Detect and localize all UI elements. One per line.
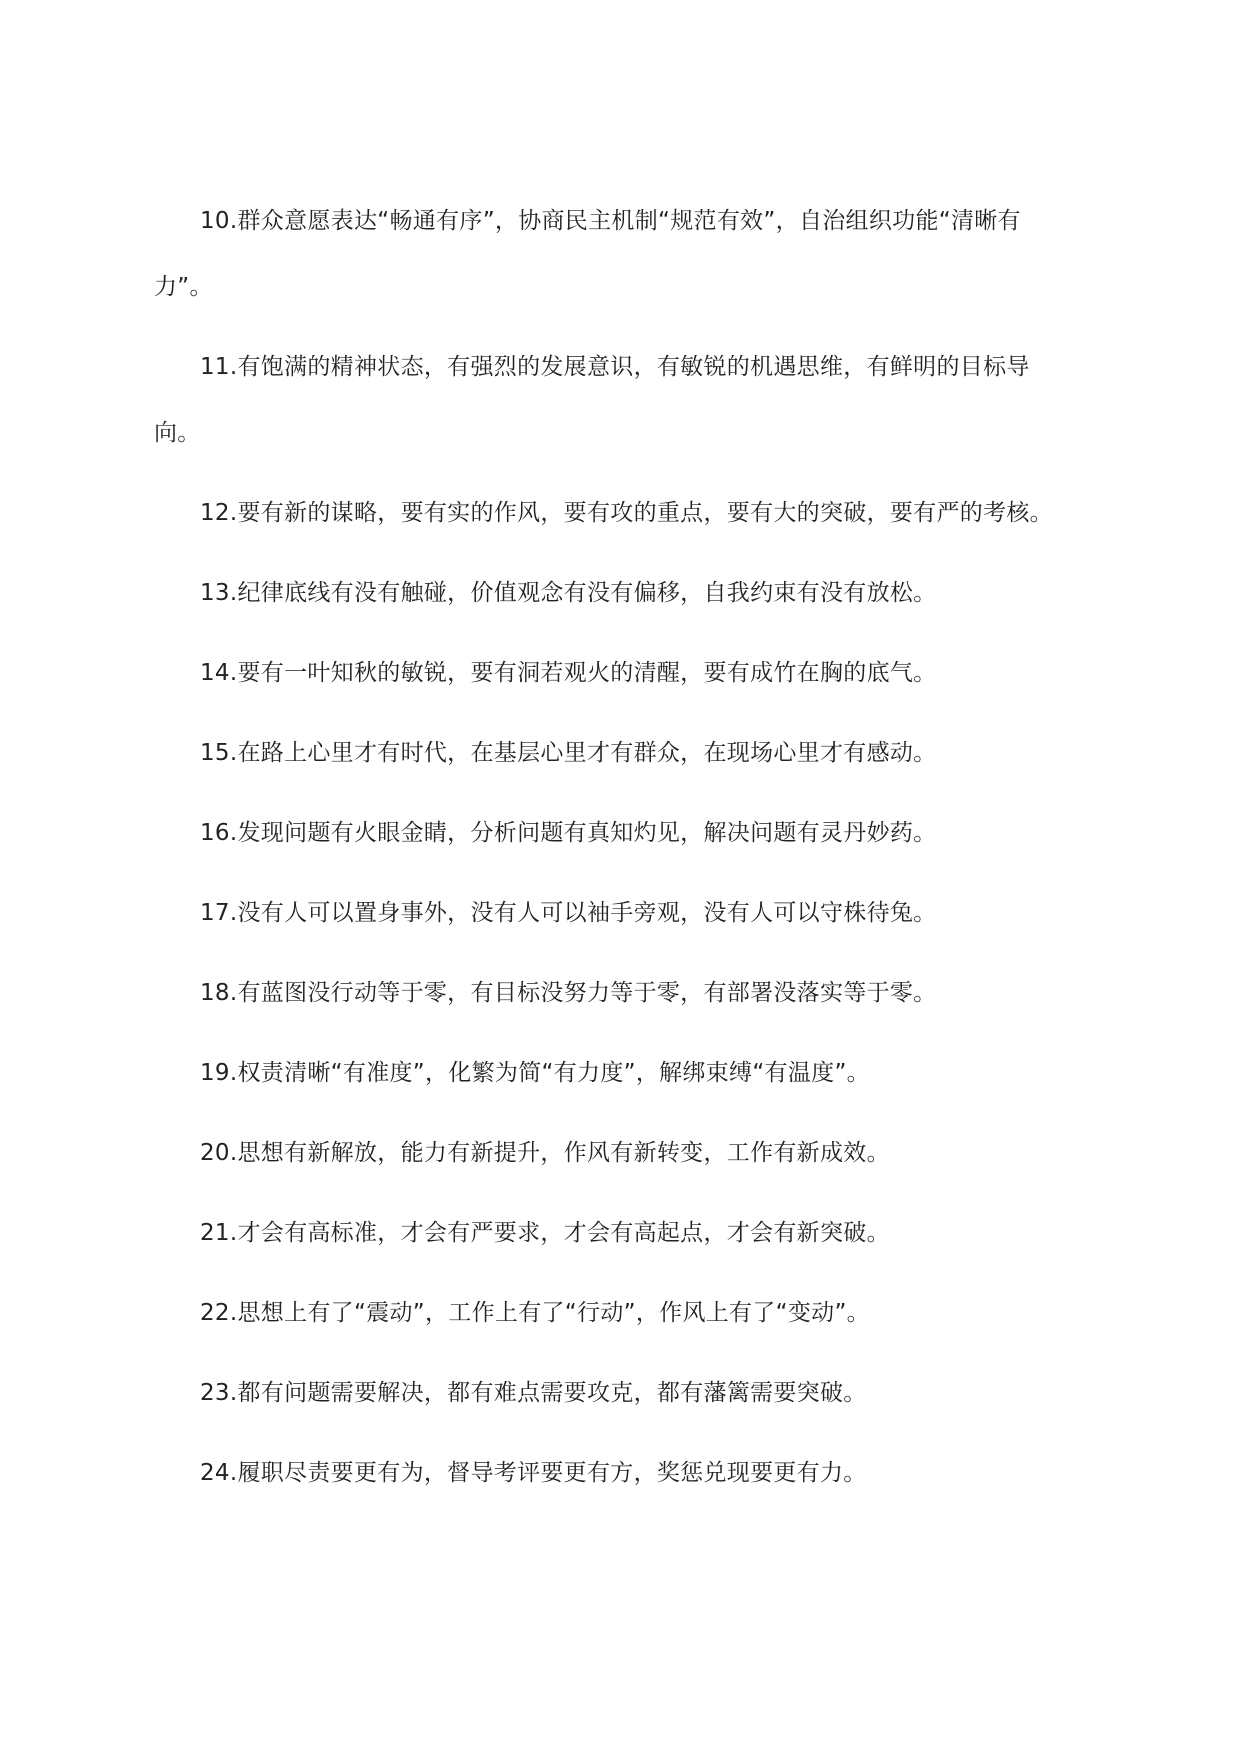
paragraph-16: 16.发现问题有火眼金睛，分析问题有真知灼见，解决问题有灵丹妙药。 (200, 820, 937, 846)
paragraph-14: 14.要有一叶知秋的敏锐，要有洞若观火的清醒，要有成竹在胸的底气。 (200, 660, 937, 686)
paragraph-22: 22.思想上有了“震动”，工作上有了“行动”，作风上有了“变动”。 (200, 1300, 870, 1326)
paragraph-20: 20.思想有新解放，能力有新提升，作风有新转变，工作有新成效。 (200, 1140, 890, 1166)
document-body (154, 188, 1074, 1520)
paragraph-19: 19.权责清晰“有准度”，化繁为简“有力度”，解绑束缚“有温度”。 (200, 1060, 870, 1086)
paragraph-15: 15.在路上心里才有时代，在基层心里才有群众，在现场心里才有感动。 (200, 740, 937, 766)
paragraph-10: 10.群众意愿表达“畅通有序”，协商民主机制“规范有效”，自治组织功能“清晰有力”。 (154, 208, 1021, 300)
paragraph-21: 21.才会有高标准，才会有严要求，才会有高起点，才会有新突破。 (200, 1220, 890, 1246)
paragraph-18: 18.有蓝图没行动等于零，有目标没努力等于零，有部署没落实等于零。 (200, 980, 937, 1006)
paragraph-17: 17.没有人可以置身事外，没有人可以袖手旁观，没有人可以守株待兔。 (200, 900, 937, 926)
paragraph-13: 13.纪律底线有没有触碰，价值观念有没有偏移，自我约束有没有放松。 (200, 580, 937, 606)
paragraph-11: 11.有饱满的精神状态，有强烈的发展意识，有敏锐的机遇思维，有鲜明的目标导向。 (154, 354, 1030, 446)
paragraph-24: 24.履职尽责要更有为，督导考评要更有方，奖惩兑现要更有力。 (200, 1460, 867, 1486)
paragraph-12: 12.要有新的谋略，要有实的作风，要有攻的重点，要有大的突破，要有严的考核。 (200, 500, 1053, 526)
paragraph-23: 23.都有问题需要解决，都有难点需要攻克，都有藩篱需要突破。 (200, 1380, 867, 1406)
